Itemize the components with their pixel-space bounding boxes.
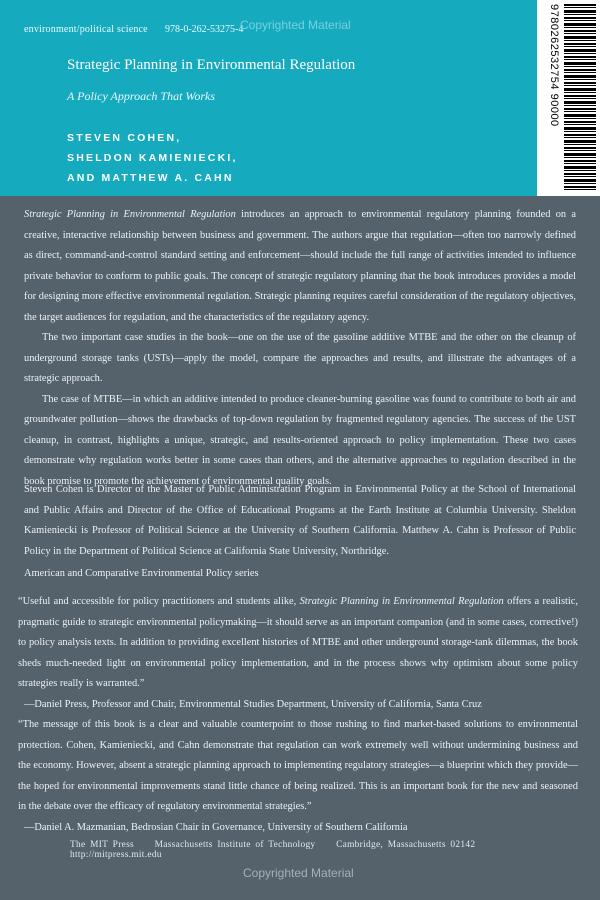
barcode-digits: 9780262532754 90000 bbox=[548, 4, 560, 127]
book-title: Strategic Planning in Environmental Regulation bbox=[67, 57, 356, 73]
series-line bbox=[24, 564, 576, 585]
endorsement-2-attribution: —Daniel A. Mazmanian, Bedrosian Chair in Governance, University of Southern California bbox=[24, 821, 408, 833]
barcode-bars bbox=[564, 4, 596, 192]
description-title-ref: Strategic Planning in Environmental Regulation bbox=[24, 209, 236, 220]
publisher-institute: Massachusetts Institute of Technology bbox=[154, 840, 316, 850]
endorsement-1-attribution: —Daniel Press, Professor and Chair, Environmental Studies Department, University of California, Santa Cruz bbox=[24, 698, 482, 710]
description bbox=[24, 205, 576, 492]
endorsement-2-text: “The message of this book is a clear and valuable counterpoint to those rushing to find market-based solutions to environmental protection. Cohen, Kamieniecki, and Cahn demonstrate that regulation can work extremely well without undermining business and the economy. However, absent a strategic planning approach to implementing regulatory strategies—a blueprint which they provide—the hoped for environmental improvements stand little chance of being realized. This is an important book for the new and seasoned in the debate over the efficacy of regulatory environmental strategies.” bbox=[18, 719, 578, 812]
author-1: STEVEN COHEN, bbox=[67, 132, 182, 144]
publisher-name: The MIT Press bbox=[70, 840, 134, 850]
description-paragraph-2: The two important case studies in the book—one on the use of the gasoline additive MTBE and the other on the cleanup of underground storage tanks (USTs)—apply the model, compare the approaches and results, and illustrate the advantages of a strategic approach. bbox=[24, 332, 576, 384]
publisher-url: http://mitpress.mit.edu bbox=[70, 850, 162, 860]
barcode bbox=[537, 0, 600, 196]
publisher-footer bbox=[70, 840, 600, 860]
endorsement-2 bbox=[18, 715, 578, 838]
cover-header-band bbox=[0, 0, 600, 196]
watermark-bottom: Copyrighted Material bbox=[243, 866, 354, 880]
watermark-top: Copyrighted Material bbox=[240, 18, 351, 32]
description-paragraph-1: Strategic Planning in Environmental Regulation introduces an approach to environmental regulatory planning founded on a creative, interactive relationship between business and government. The authors argue that regulation—often too narrowly defined as direct, command-and-control standard setting and enforcement—should include the full range of activities intended to influence private behavior to conform to public goals. The concept of strategic regulatory planning that the book introduces provides a model for designing more effective environmental regulation. Strategic planning requires careful consideration of the regulatory objectives, the target audiences for regulation, and the characteristics of the regulatory agency. bbox=[24, 209, 576, 323]
author-list bbox=[67, 128, 238, 188]
description-paragraph-3: The case of MTBE—in which an additive intended to produce cleaner-burning gasoline was found to contribute to both air and groundwater pollution—shows the drawbacks of top-down regulation by fragmented regulatory agencies. The success of the UST cleanup, in contrast, highlights a unique, strategic, and results-oriented approach to policy implementation. These two cases demonstrate why regulation works better in some cases than others, and the alternative approaches to regulation described in the book promise to promote the achievement of environmental quality goals. bbox=[24, 393, 576, 487]
book-subtitle: A Policy Approach That Works bbox=[67, 89, 215, 103]
bio-paragraph: Steven Cohen is Director of the Master of Public Administration Program in Environmental Policy at the School of International and Public Affairs and Director of the Office of Educational Programs at the Earth Institute at Columbia University. Sheldon Kamieniecki is Professor of Political Science at the University of Southern California. Matthew A. Cahn is Professor of Public Policy in the Department of Political Science at California State University, Northridge. bbox=[24, 484, 576, 557]
author-3: AND MATTHEW A. CAHN bbox=[67, 172, 234, 184]
subject-category: environment/political science bbox=[24, 24, 148, 35]
isbn-number: 978-0-262-53275-4 bbox=[165, 24, 244, 35]
endorsement-1 bbox=[18, 592, 578, 715]
author-bio bbox=[24, 480, 576, 562]
endorsement-1-text: “Useful and accessible for policy practitioners and students alike, Strategic Planning in Environmental Regulation offers a realistic, pragmatic guide to strategic environmental policymaking—it should serve as an important companion (and in some cases, corrective!) to policy analysis texts. In addition to providing excellent histories of MTBE and other underground storage-tank dilemmas, the book sheds much-needed light on environmental policy implementation, and in the process shows why optimism about some policy strategies really is warranted.” bbox=[18, 596, 578, 689]
series-name: American and Comparative Environmental Policy series bbox=[24, 568, 259, 579]
author-2: SHELDON KAMIENIECKI, bbox=[67, 152, 238, 164]
publisher-city: Cambridge, Massachusetts 02142 bbox=[336, 840, 476, 850]
